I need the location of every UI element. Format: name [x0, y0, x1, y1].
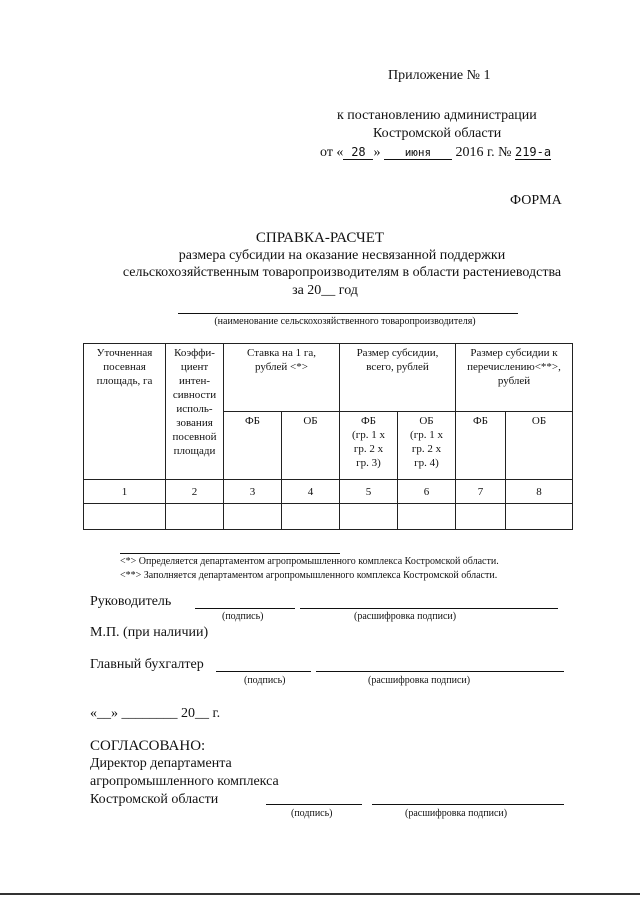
stamp-label: М.П. (при наличии) — [90, 625, 209, 640]
resolution-date — [320, 145, 551, 161]
accountant-signature-line[interactable] — [216, 671, 311, 672]
subsidy-table — [83, 343, 573, 530]
rate-ob-header: ОБ — [282, 412, 340, 480]
col-area-header: Уточненная посевная площадь, га — [84, 344, 166, 480]
rate-group-header: Ставка на 1 га, рублей <*> — [224, 344, 340, 412]
col-number: 7 — [456, 480, 506, 504]
director-line3: Костромской области — [90, 792, 219, 807]
date-day: 28 — [343, 145, 373, 160]
producer-caption: (наименование сельскохозяйственного товаропроизводителя) — [214, 316, 476, 327]
accountant-decoding-line[interactable] — [316, 671, 564, 672]
col-number: 5 — [340, 480, 398, 504]
accountant-label: Главный бухгалтер — [90, 657, 204, 672]
accountant-decoding-caption: (расшифровка подписи) — [368, 675, 471, 686]
head-label: Руководитель — [90, 594, 172, 609]
column-numbers-row — [84, 480, 573, 504]
footnote-1: <*> Определяется департаментом агропромышленного комплекса Костромской области. — [120, 556, 499, 567]
director-signature-line[interactable] — [266, 804, 362, 805]
resolution-line1: к постановлению администрации — [337, 108, 537, 123]
title-line1: размера субсидии на оказание несвязанной поддержки — [178, 248, 506, 263]
form-label: ФОРМА — [510, 193, 562, 208]
page-bottom-edge — [0, 893, 640, 895]
appendix-label: Приложение № 1 — [388, 68, 491, 83]
title-line2: сельскохозяйственным товаропроизводителям в области растениеводства — [122, 265, 562, 280]
director-decoding-line[interactable] — [372, 804, 564, 805]
col-number: 8 — [506, 480, 573, 504]
accountant-signature-caption: (подпись) — [244, 675, 286, 686]
col-coefficient-header: Коэффи- циент интен- сивности исполь- зования посевной площади — [166, 344, 224, 480]
col-number: 1 — [84, 480, 166, 504]
director-line1: Директор департамента — [90, 756, 232, 771]
col-number: 2 — [166, 480, 224, 504]
producer-name-line — [178, 313, 518, 314]
document-title: СПРАВКА-РАСЧЕТ — [255, 230, 385, 246]
footnote-2: <**> Заполняется департаментом агропромышленного комплекса Костромской области. — [120, 570, 498, 581]
date-month: июня — [384, 146, 452, 160]
data-row-empty[interactable] — [84, 504, 573, 530]
head-decoding-line[interactable] — [300, 608, 558, 609]
cell-area[interactable] — [84, 504, 166, 530]
col-number: 3 — [224, 480, 282, 504]
rate-fb-header: ФБ — [224, 412, 282, 480]
cell-transfer-fb[interactable] — [456, 504, 506, 530]
resolution-number: 219-а — [514, 145, 552, 159]
cell-rate-fb[interactable] — [224, 504, 282, 530]
total-ob-header: ОБ (гр. 1 х гр. 2 х гр. 4) — [398, 412, 456, 480]
head-signature-caption: (подпись) — [222, 611, 264, 622]
transfer-ob-header: ОБ — [506, 412, 573, 480]
cell-rate-ob[interactable] — [282, 504, 340, 530]
head-decoding-caption: (расшифровка подписи) — [354, 611, 457, 622]
date-mid: » — [373, 145, 381, 160]
col-number: 6 — [398, 480, 456, 504]
director-decoding-caption: (расшифровка подписи) — [405, 808, 508, 819]
cell-total-ob[interactable] — [398, 504, 456, 530]
cell-coefficient[interactable] — [166, 504, 224, 530]
transfer-fb-header: ФБ — [456, 412, 506, 480]
date-prefix: от « — [320, 145, 344, 160]
col-number: 4 — [282, 480, 340, 504]
total-fb-header: ФБ (гр. 1 х гр. 2 х гр. 3) — [340, 412, 398, 480]
footnote-separator — [120, 553, 340, 554]
cell-total-fb[interactable] — [340, 504, 398, 530]
cell-transfer-ob[interactable] — [506, 504, 573, 530]
subsidy-total-group-header: Размер субсидии, всего, рублей — [340, 344, 456, 412]
head-signature-line[interactable] — [195, 608, 295, 609]
date-year: 2016 г. № — [455, 145, 512, 160]
subsidy-transfer-group-header: Размер субсидии к перечислению<**>, рублей — [456, 344, 573, 412]
date-line[interactable]: «__» ________ 20__ г. — [90, 706, 221, 721]
director-signature-caption: (подпись) — [291, 808, 333, 819]
resolution-line2: Костромской области — [373, 126, 502, 141]
title-line3: за 20__ год — [292, 283, 358, 298]
agreed-label: СОГЛАСОВАНО: — [90, 738, 206, 754]
director-line2: агропромышленного комплекса — [90, 774, 279, 789]
